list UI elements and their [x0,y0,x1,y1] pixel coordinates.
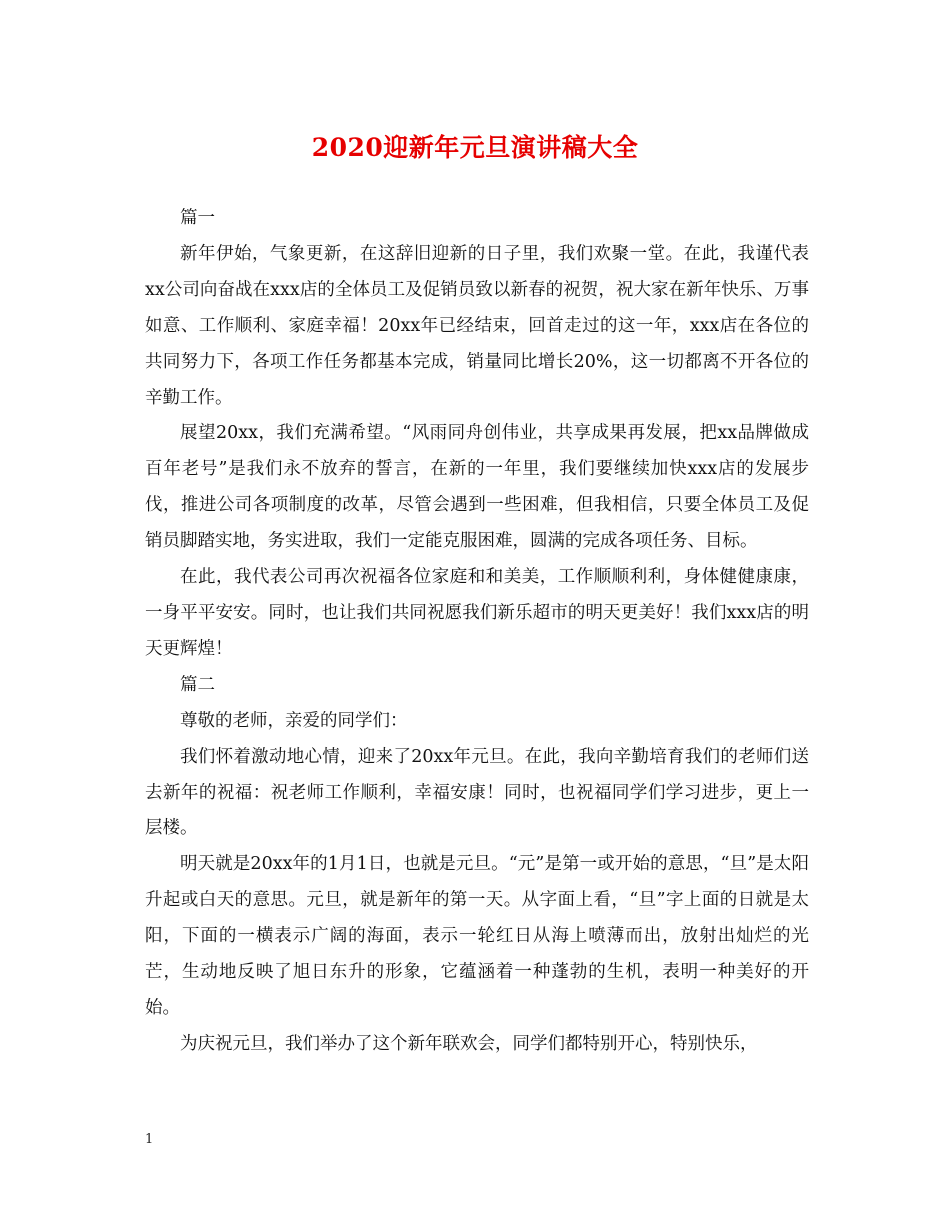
salutation: 尊敬的老师，亲爱的同学们： [180,710,408,731]
paragraph: 我们怀着激动地心情，迎来了20xx年元旦。在此，我向辛勤培育我们的老师们送去新年的祝福：祝老师工作顺利，幸福安康！同时，也祝福同学们学习进步，更上一层楼。 [145,746,809,839]
paragraph: 为庆祝元旦，我们举办了这个新年联欢会，同学们都特别开心，特别快乐， [180,1033,758,1054]
page-number: 1 [145,1132,154,1147]
paragraph: 明天就是20xx年的1月1日，也就是元旦。“元”是第一或开始的意思，“旦”是太阳升起或白天的意思。元旦，就是新年的第一天。从字面上看，“旦”字上面的日就是太阳，下面的一横表示广阔的海面，表示一轮红日从海上喷薄而出，放射出灿烂的光芒，生动地反映了旭日东升的形象，它蕴涵着一种蓬勃的生机，表明一种美好的开始。 [145,854,809,1018]
paragraph: 展望20xx，我们充满希望。“风雨同舟创伟业，共享成果再发展，把xx品牌做成百年老号”是我们永不放弃的誓言，在新的一年里，我们要继续加快xxx店的发展步伐，推进公司各项制度的改革，尽管会遇到一些困难，但我相信，只要全体员工及促销员脚踏实地，务实进取，我们一定能克服困难，圆满的完成各项任务、目标。 [145,423,809,552]
paragraph: 新年伊始，气象更新，在这辞旧迎新的日子里，我们欢聚一堂。在此，我谨代表xx公司向奋战在xxx店的全体员工及促销员致以新春的祝贺，祝大家在新年快乐、万事如意、工作顺利、家庭幸福！20xx年已经结束，回首走过的这一年，xxx店在各位的共同努力下，各项工作任务都基本完成，销量同比增长20%，这一切都离不开各位的辛勤工作。 [145,243,809,408]
document-title: 2020迎新年元旦演讲稿大全 [311,133,639,162]
section-heading-2: 篇二 [180,674,215,695]
document-body [145,201,809,1063]
paragraph: 在此，我代表公司再次祝福各位家庭和和美美，工作顺顺利利，身体健健康康，一身平平安安。同时，也让我们共同祝愿我们新乐超市的明天更美好！我们xxx店的明天更辉煌！ [145,567,809,659]
section-heading-1: 篇一 [180,208,215,228]
